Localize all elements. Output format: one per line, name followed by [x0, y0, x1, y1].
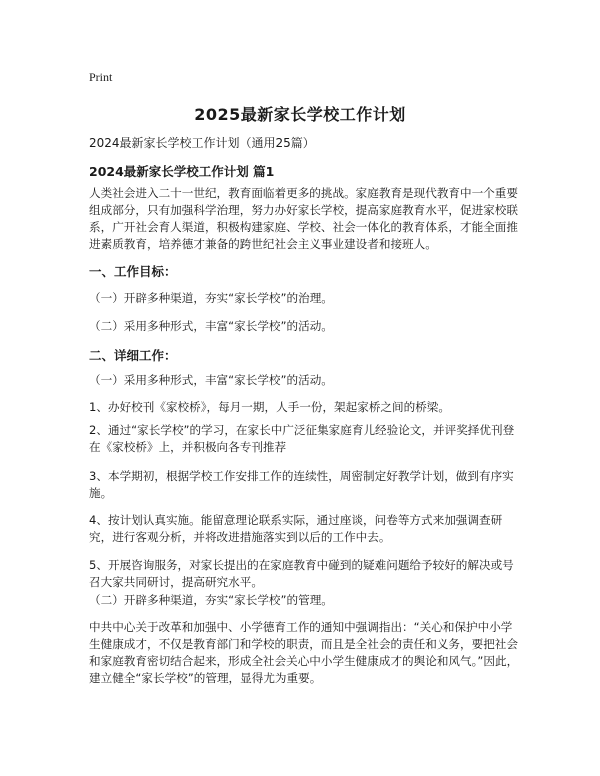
goal-item-1: （一）开辟多种渠道，夯实“家长学校”的治理。 [89, 291, 333, 305]
intro-paragraph: 人类社会进入二十一世纪，教育面临着更多的挑战。家庭教育是现代教育中一个重要组成部分，只有加强科学治理，努力办好家长学校，提高家庭教育水平，促进家校联系，广开社会育人渠道，积极构建家庭、学校、社会一体化的教育体系，才能全面推进素质教育，培养德才兼备的跨世纪社会主义事业建设者和接班人。 [89, 186, 518, 251]
document-title: 2025最新家长学校工作计划 [194, 105, 406, 124]
document-subtitle: 2024最新家长学校工作计划（通用25篇） [89, 136, 315, 150]
work-item-5: 5、开展咨询服务，对家长提出的在家庭教育中碰到的疑难问题给予较好的解决或号召大家共同研讨，提高研究水平。 [89, 558, 514, 589]
section-heading: 2024最新家长学校工作计划 篇1 [89, 164, 275, 179]
work-heading: 二、详细工作： [89, 348, 177, 363]
work-item-1: 1、办好校刊《家校桥》，每月一期，人手一份，架起家桥之间的桥梁。 [89, 400, 450, 414]
goals-heading: 一、工作目标： [89, 264, 177, 279]
closing-paragraph: 中共中心关于改革和加强中、小学德育工作的通知中强调指出：“关心和保护中小学生健康成才，不仅是教育部门和学校的职责，而且是全社会的责任和义务，要把社会和家庭教育密切结合起来，形成全社会关心中小学生健康成才的舆论和风气。”因此，建立健全“家长学校”的管理，显得尤为重要。 [89, 620, 519, 685]
print-label: Print [89, 70, 113, 84]
goal-item-2: （二）采用多种形式，丰富“家长学校”的活动。 [89, 319, 333, 333]
work-subheading-2: （二）开辟多种渠道，夯实“家长学校”的管理。 [89, 593, 333, 607]
work-item-2: 2、通过“家长学校”的学习，在家长中广泛征集家庭育儿经验论文，并评奖择优刊登在《家校桥》上，并积极向各专刊推荐 [89, 423, 515, 454]
work-item-4: 4、按计划认真实施。能留意理论联系实际，通过座谈，问卷等方式来加强调查研究，进行客观分析，并将改进措施落实到以后的工作中去。 [89, 513, 503, 544]
work-subheading-1: （一）采用多种形式，丰富“家长学校”的活动。 [89, 373, 333, 387]
work-item-3: 3、本学期初，根据学校工作安排工作的连续性，周密制定好教学计划，做到有序实施。 [89, 469, 514, 500]
